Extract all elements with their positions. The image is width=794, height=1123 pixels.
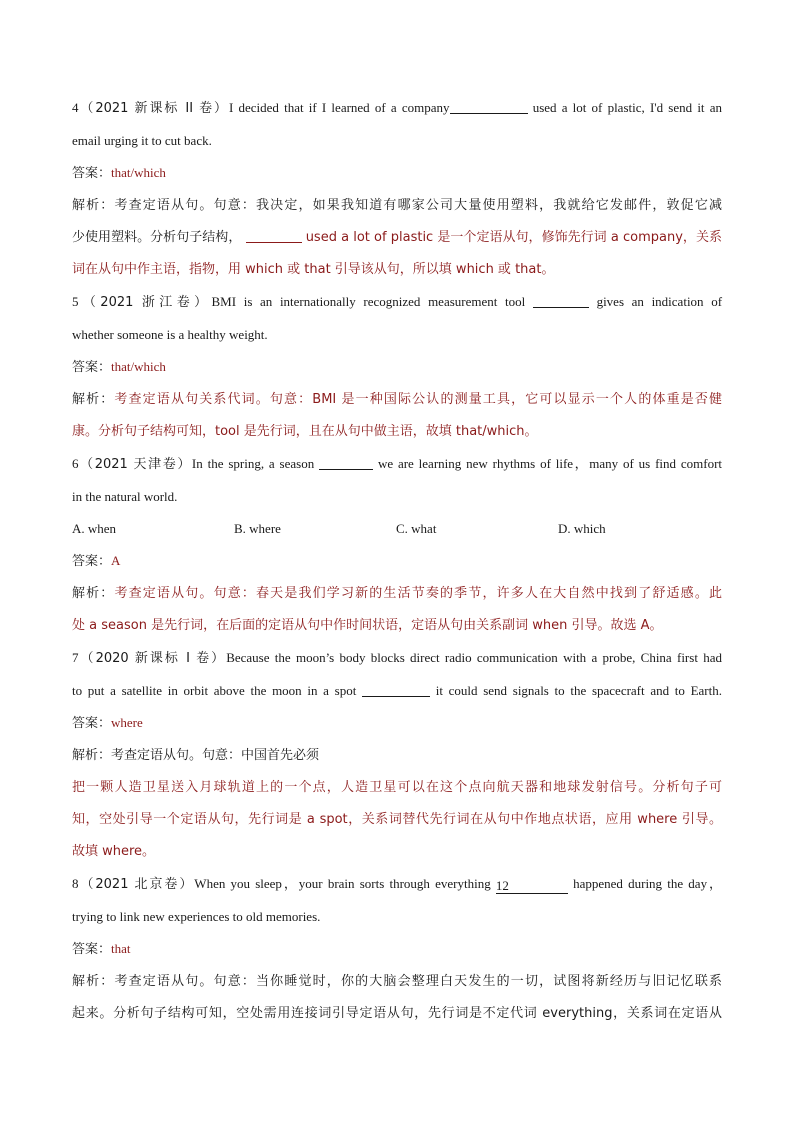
question-stem-cont: whether someone is a healthy weight. bbox=[72, 327, 268, 342]
answer-line: 答案：that/which bbox=[72, 165, 166, 181]
question-source: （2021 新课标 II 卷） bbox=[78, 101, 229, 116]
question-number: 4 bbox=[72, 100, 79, 115]
analysis-line: 把一颗人造卫星送入月球轨道上的一个点，人造卫星可以在这个点向航天器和地球发射信号。分析句子可 bbox=[72, 780, 722, 795]
question-5 bbox=[72, 286, 722, 448]
answer-value: that bbox=[111, 941, 131, 956]
answer-value: that/which bbox=[111, 359, 166, 374]
option-a: A. when bbox=[72, 521, 117, 536]
analysis-line: 解析：考查定语从句关系代词。句意：BMI 是一种国际公认的测量工具，它可以显示一个人的体重是否健 bbox=[72, 392, 722, 407]
question-stem-cont: trying to link new experiences to old memories. bbox=[72, 909, 321, 924]
options-row bbox=[72, 513, 722, 545]
answer-value: A bbox=[111, 553, 121, 568]
question-7 bbox=[72, 642, 722, 868]
question-number: 5 bbox=[72, 294, 79, 309]
answer-line: 答案：where bbox=[72, 715, 143, 731]
question-6 bbox=[72, 448, 722, 642]
question-number: 6 bbox=[72, 456, 79, 471]
question-source: （2020 新课标 I 卷） bbox=[78, 651, 227, 666]
document-page bbox=[72, 92, 722, 1030]
question-stem: 5（2021 浙江卷）BMI is an internationally recognized measurement tool gives an indication of bbox=[72, 294, 723, 310]
analysis-line: 少使用塑料。分析句子结构， used a lot of plastic 是一个定语从句，修饰先行词 a company，关系 bbox=[72, 230, 722, 245]
answer-blank bbox=[246, 228, 302, 243]
answer-blank: 12 bbox=[496, 879, 568, 894]
question-number: 8 bbox=[72, 876, 79, 891]
option-c: C. what bbox=[396, 521, 437, 536]
answer-blank bbox=[450, 99, 528, 114]
answer-value: that/which bbox=[111, 165, 166, 180]
question-source: （2021 天津卷） bbox=[78, 457, 192, 472]
question-stem-cont: in the natural world. bbox=[72, 489, 178, 504]
option-b: B. where bbox=[234, 521, 281, 536]
answer-line: 答案：A bbox=[72, 553, 121, 569]
answer-blank bbox=[533, 293, 589, 308]
answer-blank bbox=[362, 682, 430, 697]
answer-blank bbox=[319, 455, 373, 470]
question-stem: 6（2021 天津卷）In the spring, a season we are learning new rhythms of life，many of us find comfort bbox=[72, 456, 723, 472]
analysis-line: 故填 where。 bbox=[72, 844, 156, 859]
analysis-line: 解析：考查定语从句。句意：我决定，如果我知道有哪家公司大量使用塑料，我就给它发邮件，敦促它减 bbox=[72, 198, 722, 213]
analysis-line: 知，空处引导一个定语从句，先行词是 a spot，关系词替代先行词在从句中作地点状语，应用 where 引导。 bbox=[72, 812, 722, 827]
analysis-line: 解析：考查定语从句。句意：当你睡觉时，你的大脑会整理白天发生的一切，试图将新经历与旧记忆联系 bbox=[72, 974, 722, 989]
analysis-line: 起来。分析句子结构可知，空处需用连接词引导定语从句，先行词是不定代词 everything，关系词在定语从 bbox=[72, 1006, 722, 1021]
analysis-line: 解析：考查定语从句。句意：春天是我们学习新的生活节奏的季节，许多人在大自然中找到了舒适感。此 bbox=[72, 586, 722, 601]
analysis-line: 处 a season 是先行词，在后面的定语从句中作时间状语，定语从句由关系副词 when 引导。故选 A。 bbox=[72, 618, 663, 633]
question-stem-cont: email urging it to cut back. bbox=[72, 133, 212, 148]
question-stem: 7（2020 新课标 I 卷）Because the moon’s body blocks direct radio communication with a probe, China first had bbox=[72, 650, 722, 666]
answer-line: 答案：that bbox=[72, 941, 131, 957]
question-8 bbox=[72, 868, 722, 1030]
analysis-line: 词在从句中作主语，指物，用 which 或 that 引导该从句，所以填 which 或 that。 bbox=[72, 262, 555, 277]
question-number: 7 bbox=[72, 650, 79, 665]
analysis-line: 解析：考查定语从句。句意：中国首先必须 bbox=[72, 748, 320, 763]
answer-line: 答案：that/which bbox=[72, 359, 166, 375]
analysis-line: 康。分析句子结构可知，tool 是先行词，且在从句中做主语，故填 that/which。 bbox=[72, 424, 538, 439]
question-stem-cont: to put a satellite in orbit above the moon in a spot it could send signals to the spacecraft and to Earth. bbox=[72, 683, 722, 698]
question-source: （2021 北京卷） bbox=[78, 877, 195, 892]
question-4 bbox=[72, 92, 722, 286]
question-stem: 8（2021 北京卷）When you sleep，your brain sorts through everything 12 happened during the day， bbox=[72, 876, 723, 893]
answer-value: where bbox=[111, 715, 143, 730]
option-d: D. which bbox=[558, 521, 606, 536]
question-stem: 4（2021 新课标 II 卷）I decided that if I learned of a company used a lot of plastic, I'd send it an bbox=[72, 100, 722, 116]
question-source: （2021 浙江卷） bbox=[78, 295, 212, 310]
